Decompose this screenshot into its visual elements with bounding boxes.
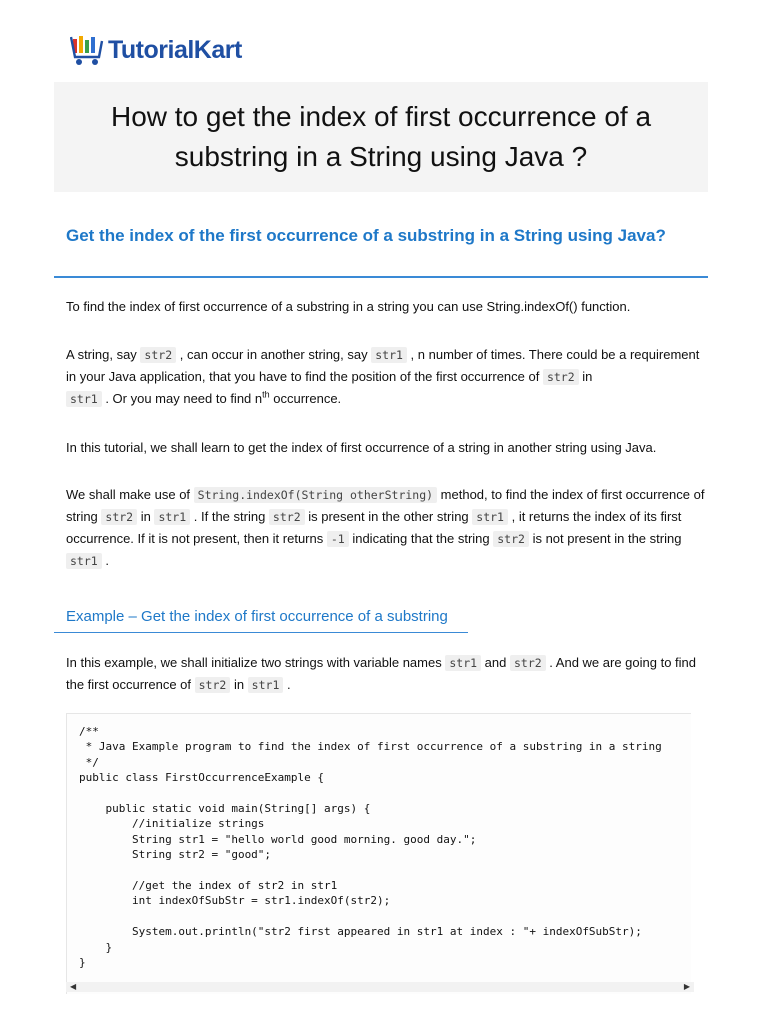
page-title-box [54,82,708,192]
inline-code: str1 [248,677,284,693]
text: , can occur in another string, say [176,347,372,362]
code-block[interactable] [66,713,691,994]
inline-code: str1 [66,553,102,569]
text: in [578,369,593,384]
paragraph-occurrence [66,344,706,410]
text: is present in the other string [304,509,473,524]
inline-code: str1 [66,391,102,407]
paragraph-indexof [66,484,706,572]
inline-code: str2 [269,509,305,525]
inline-code: String.indexOf(String otherString) [194,487,437,503]
paragraph-example [66,652,706,696]
inline-code: str2 [195,677,231,693]
inline-code: str1 [154,509,190,525]
text: and [481,655,510,670]
text: . And we are going to find the first occurrence of [66,655,696,692]
scroll-left-icon[interactable]: ◀ [70,982,77,991]
intro-paragraph: To find the index of first occurrence of a substring in a string you can use String.indexOf() function. [66,299,631,314]
text: In this example, we shall initialize two strings with variable names [66,655,446,670]
page-title: How to get the index of first occurrence of a substring in a String using Java ? [110,101,652,172]
text: indicating that the string [348,531,494,546]
inline-code: str2 [543,369,579,385]
text: . Or you may need to find n [101,391,263,406]
inline-code: -1 [327,531,349,547]
example-heading-rule [54,632,468,633]
code-content: /** * Java Example program to find the index of first occurrence of a substring in a string */ public class FirstOccurrenceExample { public static void main(String[] args) { //initialize strings String str1 = "hello world good morning. good day."; String str2 = "good"; //get the index of str2 in str1 int indexOfSubStr = str1.indexOf(str2); System.out.println("str2 first appeared in str1 at index : "+ indexOfSubStr); } } [79,725,662,970]
text: , it returns the index of its first occurrence. If it is not present, then it returns [66,509,682,546]
text: . If the string [190,509,269,524]
section-heading: Get the index of the first occurrence of a substring in a String using Java? [66,226,666,245]
text: We shall make use of [66,487,194,502]
text: , n number of times. There could be a requirement in your Java application, that you have to find the position of the first occurrence of [66,347,700,384]
text: . [283,677,291,692]
cart-logo-icon [70,33,104,67]
paragraph-tutorial: In this tutorial, we shall learn to get the index of first occurrence of a string in another string using Java. [66,440,657,455]
text: occurrence. [269,391,342,406]
text: is not present in the string [528,531,682,546]
site-logo[interactable] [70,32,242,68]
inline-code: str2 [140,347,176,363]
inline-code: str1 [472,509,508,525]
text: in [230,677,248,692]
text: . [101,553,109,568]
text: in [137,509,155,524]
inline-code: str2 [493,531,529,547]
inline-code: str2 [510,655,546,671]
section-heading-rule [54,276,708,278]
inline-code: str1 [445,655,481,671]
horizontal-scrollbar[interactable] [66,982,694,992]
text: A string, say [66,347,141,362]
text: method, to find the index of first occurrence of string [66,487,705,524]
inline-code: str2 [101,509,137,525]
scroll-right-icon[interactable]: ▶ [683,982,690,991]
inline-code: str1 [371,347,407,363]
superscript: th [262,389,270,400]
example-heading: Example – Get the index of first occurrence of a substring [66,608,448,625]
brand-name: TutorialKart [108,35,242,64]
